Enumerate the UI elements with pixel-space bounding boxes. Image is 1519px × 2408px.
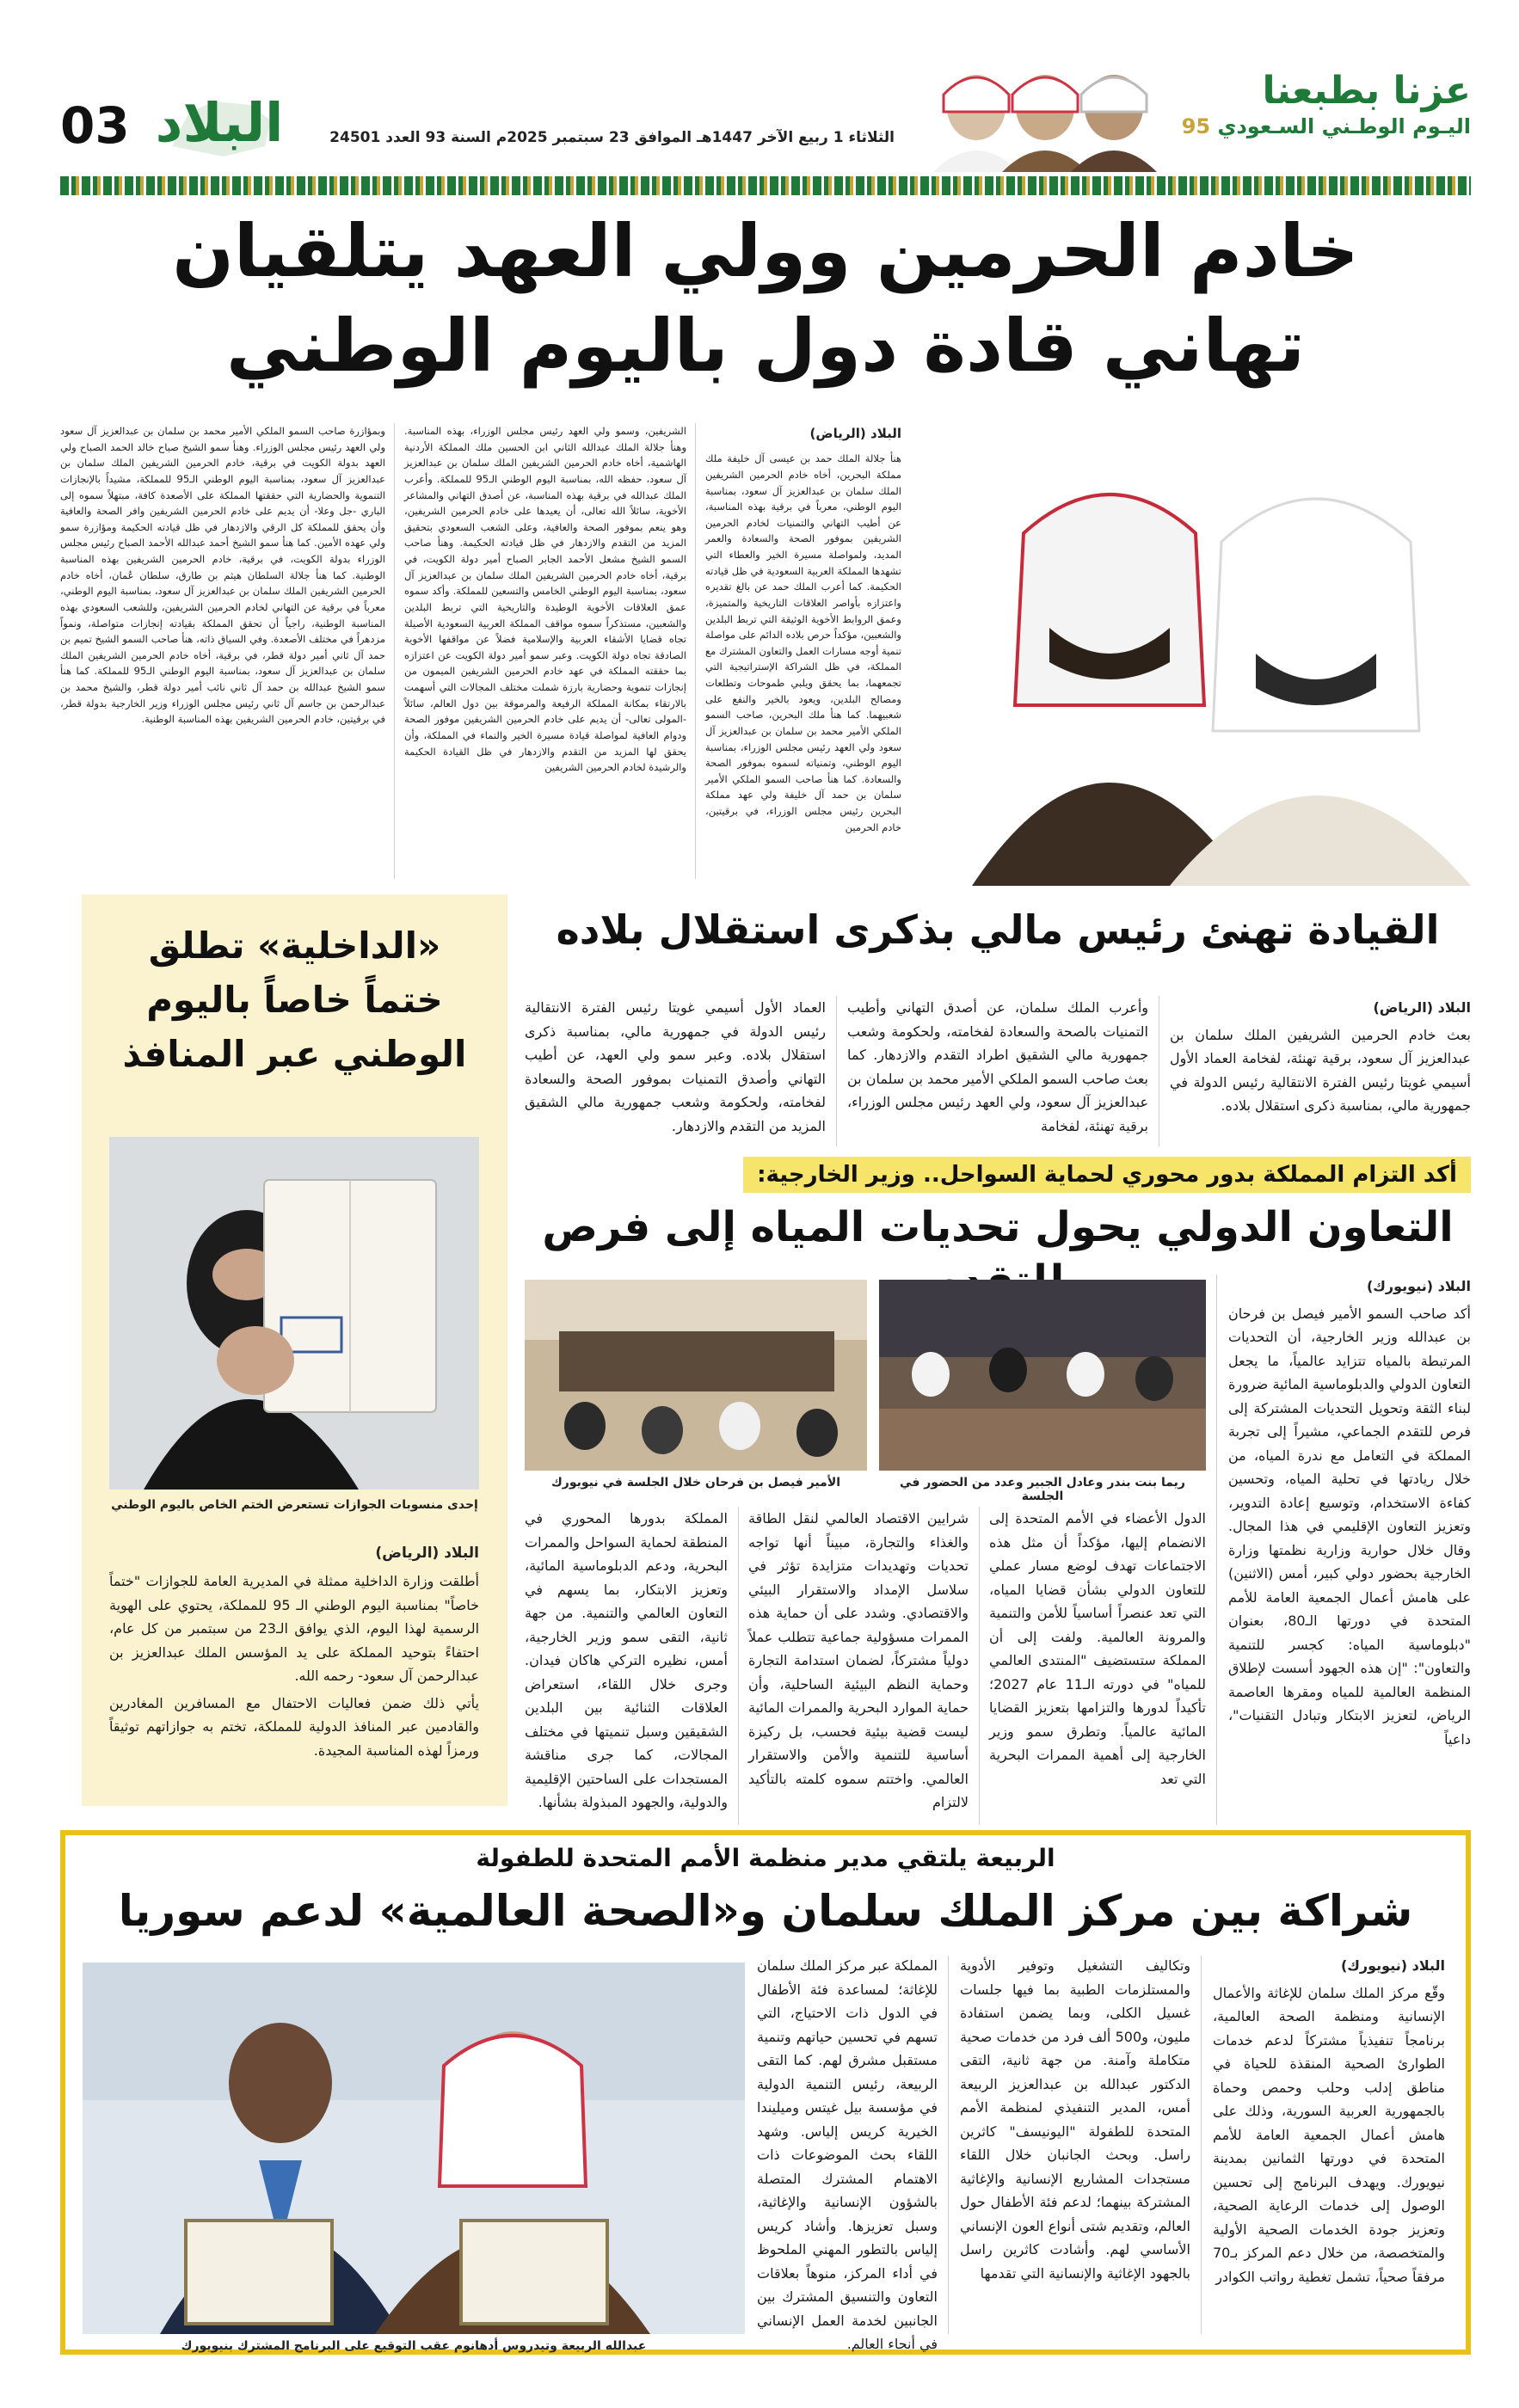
sidebar-paragraph-1: أطلقت وزارة الداخلية ممثلة في المديرية العامة للجوازات "ختماً خاصاً" بمناسبة اليوم الوطني الـ 95 للمملكة، يحتوي على الهوية الرسمية لهذا اليوم، الذي يوافق الـ23 من سبتمبر من كل عام، احتفاءً بتوحيد المملكة على يد المؤسس الملك عبدالعزيز بن عبدالرحمن آل سعود- رحمه الله.: [109, 1573, 480, 1685]
water-text-2: الدول الأعضاء في الأمم المتحدة إلى الانضمام إليها، مؤكداً أن مثل هذه الاجتماعات تهدف لوضع مسار عملي للتعاون الدولي بشأن قضايا المياه، التي تعد عنصراً أساسياً للأمن والتنمية والمرونة العالمية. ولفت إلى أن المملكة ستستضيف "المنتدى العالمي للمياه" في دورته الـ11 عام 2027؛ تأكيداً لدورها والتزامها بتعزيز القضايا المائية عالمياً. وتطرق سمو وزير الخارجية إلى أهمية الممرات البحرية التي تعد: [989, 1510, 1207, 1787]
water-column-3: [748, 1507, 969, 1818]
passport-stamp-photo: [109, 1137, 479, 1490]
lead-headline-line-2: تهاني قادة دول باليوم الوطني: [225, 304, 1305, 388]
mali-byline: البلاد (الرياض): [1373, 999, 1471, 1016]
logo-text: البلاد: [155, 91, 284, 154]
signing-photo-caption: عبدالله الربيعة وتيدروس أدهانوم عقب التوقيع على البرنامج المشترك بنيويورك: [181, 2339, 647, 2353]
water-caption-right: ريما بنت بندر وعادل الجبير وعدد من الحضور في الجلسة: [900, 1476, 1185, 1503]
sidebar-box: [82, 894, 507, 1806]
masthead-pattern-strip: [60, 176, 1471, 195]
ksrelief-box: [60, 1830, 1471, 2355]
water-session-photo-left: [525, 1280, 867, 1471]
lead-column-c: [60, 423, 385, 879]
water-text-1: أكد صاحب السمو الأمير فيصل بن فرحان بن عبدالله وزير الخارجية، أن التحديات المرتبطة بالمياه تتزايد عالمياً، ما يجعل التعاون الدولي والدبلوماسية المائية ضرورة لبناء الثقة وتحويل التحديات المشتركة إلى فرص للتقدم الجماعي، مشيراً إلى تجربة المملكة في التعامل مع ندرة المياه، من خلال ريادتها في تحلية المياه، وتحسين كفاءة الاستخدام، وتوسيع إعادة التدوير، وتعزيز التعاون الإقليمي في هذا المجال. وقال خلال حوارية وزارية نظمتها وزارة الخارجية بحضور دولي كبير، أمس (الاثنين) على هامش أعمال الجمعية العامة للأمم المتحدة في دورتها الـ80، بعنوان "دبلوماسية المياه: كجسر للتنمية والتعاون": "إن هذه الجهود أسست لإطلاق المنظمة العالمية للمياه ومقرها العاصمة الرياض، لتعزيز الابتكار وتبادل التقنيات"، داعياً: [1228, 1305, 1471, 1748]
lead-headline-line-1: خادم الحرمين وولي العهد يتلقيان: [172, 209, 1359, 293]
lead-column-a: [705, 423, 901, 879]
water-headline: التعاون الدولي يحول تحديات المياه إلى فرص: [542, 1203, 1454, 1251]
mali-headline: القيادة تهنئ رئيس مالي بذكرى استقلال بلاده: [556, 906, 1440, 953]
slogan-number: 95: [1181, 114, 1211, 138]
ksrelief-byline: البلاد (نيويورك): [1340, 1957, 1445, 1974]
lead-text-c: وبمؤازرة صاحب السمو الملكي الأمير محمد بن سلمان بن عبدالعزيز آل سعود ولي العهد رئيس مجلس الوزراء. وهنأ سمو الشيخ صباح خالد الحمد الصباح ولي العهد بدولة الكويت في برقية، خادم الحرمين الشريفين الملك سلمان بن عبدالعزيز آل سعود، بمناسبة اليوم الوطني الـ95 للمملكة، مشيداً بالإنجازات التنموية والحضارية التي حققتها المملكة على الأصعدة كافة، مبتهلاً سموه إلى الباري -جل وعلا- أن يديم على خادم الحرمين الشريفين وافر الصحة والعافية وأن يحقق للمملكة كل الرقي والازدهار في ظل قيادته الحكيمة ومؤازرة سمو ولي عهده الأمين. كما هنأ سمو الشيخ أحمد عبدالله الأحمد الصباح رئيس مجلس الوزراء بدولة الكويت، في برقية، خادم الحرمين الشريفين بهذه المناسبة الوطنية. كما هنأ جلالة السلطان هيثم بن طارق، سلطان عُمان، أخاه خادم الحرمين الشريفين الملك سلمان بن عبدالعزيز آل سعود، بمناسبة اليوم الوطني، معرباً في برقية عن التهاني لخادم الحرمين الشريفين، وللشعب السعودي بهذه المناسبة الوطنية، راجياً أن تحقق المملكة بقيادته إنجازات متواصلة، ونمواً مزدهراً في مختلف الأصعدة. وفي السياق ذاته، هنأ صاحب السمو الشيخ تميم بن حمد آل ثاني أمير دولة قطر، في برقية، أخاه خادم الحرمين الشريفين الملك سلمان بن عبدالعزيز آل سعود، بمناسبة اليوم الوطني الـ95 للمملكة. كما هنأ سمو الشيخ عبدالله بن حمد آل ثاني نائب أمير دولة قطر، والشيخ محمد بن عبدالرحمن بن جاسم آل ثاني رئيس مجلس الوزراء وزير الخارجية بدولة قطر، في برقيتين، خادم الحرمين الشريفين بهذه المناسبة الوطنية.: [60, 425, 385, 726]
portrait-1-icon: [933, 75, 1019, 172]
king-crown-prince-photo: [912, 421, 1471, 886]
hand-icon: [217, 1326, 294, 1395]
ksrelief-headline: شراكة بين مركز الملك سلمان و«الصحة العالمية» لدعم سوريا: [118, 1886, 1413, 1936]
column-divider: [738, 1507, 739, 1825]
passport-icon: [264, 1180, 436, 1412]
newspaper-logo: [155, 86, 284, 163]
slogan-main: عزنا بطبعنا: [1262, 69, 1471, 113]
water-session-photo-right: [879, 1280, 1206, 1471]
column-divider: [1201, 1956, 1202, 2334]
water-column-1: [1228, 1275, 1471, 1754]
sidebar-byline: البلاد (الرياض): [375, 1545, 479, 1562]
page-number: 03: [60, 96, 130, 155]
column-divider: [695, 423, 696, 879]
sidebar-headline: «الداخلية» تطلق ختماً خاصاً باليوم الوطني عبر المنافذ: [122, 924, 467, 1075]
dateline: الثلاثاء 1 ربيع الآخر 1447هـ الموافق 23 سبتمبر 2025م السنة 93 العدد 24501: [329, 129, 895, 146]
sidebar-paragraph-2: يأتي ذلك ضمن فعاليات الاحتفال مع المسافرين المغادرين والقادمين عبر المنافذ الدولية للمملكة، تختم به جوازاتهم توثيقاً ورمزاً لهذه المناسبة المجيدة.: [109, 1694, 479, 1759]
mali-text-2: وأعرب الملك سلمان، عن أصدق التهاني وأطيب التمنيات بالصحة والسعادة لفخامته، ولحكومة وشعب جمهورية مالي الشقيق اطراد التقدم والازدهار. كما بعث صاحب السمو الملكي الأمير محمد بن سلمان بن عبدالعزيز آل سعود، ولي العهد رئيس مجلس الوزراء، برقية تهنئة، لفخامة: [847, 999, 1148, 1134]
mali-text-3: العماد الأول أسيمي غويتا رئيس الفترة الانتقالية رئيس الدولة في جمهورية مالي، بمناسبة ذكرى استقلال بلاده. وعبر سمو ولي العهد، عن أطيب التهاني وأصدق التمنيات بموفور الصحة والسعادة لفخامته، ولحكومة وشعب جمهورية مالي الشقيق المزيد من التقدم والازدهار.: [525, 999, 826, 1134]
column-divider: [948, 1956, 949, 2334]
mali-text-1: بعث خادم الحرمين الشريفين الملك سلمان بن عبدالعزيز آل سعود، برقية تهنئة، لفخامة العماد الأول أسيمي غويتا رئيس الفترة الانتقالية رئيس الدولة في جمهورية مالي، بمناسبة ذكرى استقلال بلاده.: [1170, 1026, 1471, 1115]
water-kicker: أكد التزام المملكة بدور محوري لحماية السواحل.. وزير الخارجية:: [743, 1157, 1471, 1193]
ksrelief-text-3: المملكة عبر مركز الملك سلمان للإغاثة؛ لمساعدة فئة الأطفال في الدول ذات الاحتياج، التي تسهم في تحسين حياتهم وتنمية مستقبل مشرق لهم. كما التقى الربيعة، رئيس التنمية الدولية في مؤسسة بيل غيتس وميليندا الخيرية كريس إلياس. وشهد اللقاء بحث الموضوعات ذات الاهتمام المشترك المتصلة بالشؤون الإنسانية والإغاثية، وسبل تعزيزها. وأشاد كريس إلياس بالتطور المهني الملحوظ في أداء المركز، منوهاً بعلاقات التعاون والتنسيق المشترك بين الجانبين لخدمة العمل الإنساني في أنحاء العالم.: [757, 1957, 938, 2353]
column-divider: [979, 1507, 980, 1825]
lead-column-b: [404, 423, 686, 879]
ksrelief-text-1: وقّع مركز الملك سلمان للإغاثة والأعمال الإنسانية ومنظمة الصحة العالمية، برنامجاً تنفيذياً مشتركاً لدعم خدمات الطوارئ الصحية المنقذة للحياة في مناطق إدلب وحلب وحمص وحماة بالجمهورية العربية السورية، وذلك على هامش أعمال الجمعية العامة للأمم المتحدة في دورتها الثمانين بمدينة نيويورك. ويهدف البرنامج إلى تحسين الوصول إلى خدمات الرعاية الصحية، وتعزيز جودة الخدمات الصحية الأولية والمتخصصة، من خلال دعم المركز بـ70 مرفقاً صحياً، تشمل تغطية رواتب الكوادر: [1213, 1984, 1445, 2285]
mali-column-2: [847, 996, 1148, 1141]
mali-column-1: [1170, 996, 1471, 1121]
water-column-4: [525, 1507, 728, 1818]
ksrelief-kicker: الربيعة يلتقي مدير منظمة الأمم المتحدة للطفولة: [476, 1844, 1055, 1872]
mali-column-3: [525, 996, 826, 1141]
ksrelief-column-2: [960, 1954, 1190, 2288]
masthead: [0, 0, 1519, 198]
sidebar-article: [109, 1541, 479, 1766]
column-divider: [836, 996, 837, 1146]
water-text-4: المملكة بدورها المحوري في المنطقة لحماية السواحل والممرات البحرية، ودعم الدبلوماسية المائية، وتعزيز الابتكار، بما يسهم في التعاون العالمي والتنمية. من جهة ثانية، التقى سمو وزير الخارجية، أمس، نظيره التركي هاكان فيدان. وجرى خلال اللقاء، استعراض العلاقات الثنائية بين البلدين الشقيقين وسبل تنميتها في مختلف المجالات، كما جرى مناقشة المستجدات على الساحتين الإقليمية والدولية، والجهود المبذولة بشأنها.: [525, 1510, 728, 1811]
leaders-portraits: [925, 60, 1165, 172]
ksrelief-text-2: وتكاليف التشغيل وتوفير الأدوية والمستلزمات الطبية بما فيها جلسات غسيل الكلى، وبما يضمن استفادة مليون، و500 ألف فرد من خدمات صحية متكاملة وآمنة. من جهة ثانية، التقى الدكتور عبدالله بن عبدالعزيز الربيعة أمس، المدير التنفيذي لمنظمة الأمم المتحدة للطفولة "اليونيسف" كاثرين راسل. وبحث الجانبان خلال اللقاء مستجدات المشاريع الإنسانية والإغاثية المشتركة بينهما؛ لدعم فئة الأطفال حول العالم، وتقديم شتى أنواع العون الإنساني الأساسي لهم. وأشادت كاثرين راسل بالجهود الإغاثية والإنسانية التي تقدمها: [960, 1957, 1191, 2282]
water-byline: البلاد (نيويورك): [1366, 1278, 1471, 1294]
lead-text-b: الشريفين، وسمو ولي العهد رئيس مجلس الوزراء، بهذه المناسبة. وهنأ جلالة الملك عبدالله الثاني ابن الحسين ملك المملكة الأردنية الهاشمية، أخاه خادم الحرمين الشريفين الملك سلمان بن عبدالعزيز آل سعود، حفظه الله، بمناسبة اليوم الوطني الـ95 للمملكة. وأعرب الملك عبدالله في برقية بهذه المناسبة، عن أصدق التهاني والمشاعر الأخوية، سائلاً الله تعالى، أن يعيدها على خادم الحرمين الشريفين، وهو ينعم بموفور الصحة والعافية، وعلى الشعب السعودي بتحقيق المزيد من التقدم والازدهار في ظل قيادته الحكيمة. وهنأ صاحب السمو الشيخ مشعل الأحمد الجابر الصباح أمير دولة الكويت، في برقية، أخاه خادم الحرمين الشريفين الملك سلمان بن عبدالعزيز آل سعود، بمناسبة اليوم الوطني الخامس والتسعين للمملكة. وأكد سموه عمق العلاقات الأخوية الوطيدة والتاريخية التي تربط البلدين والشعبين، مستذكراً سموه مواقف المملكة العربية السعودية الأصيلة تجاه قضايا الأشقاء العربية والإسلامية فضلاً عن مواقفها الأخوية الصادقة تجاه دولة الكويت. وعبر سمو أمير دولة الكويت عن اعتزازه بما حققته المملكة في عهد خادم الحرمين الشريفين الميمون من إنجازات تنموية وحضارية بارزة شملت مختلف المجالات التي أسهمت بالارتقاء بمكانة المملكة الرفيعة والمرموقة بين دول العالم، سائلاً -المولى تعالى- أن يديم على خادم الحرمين الشريفين موفور الصحة ودوام العافية لمواصلة قيادة مسيرة الخير والنماء في المملكة، وأن يحقق لها المزيد من التقدم والازدهار في ظل القيادة الحكيمة والرشيدة لخادم الحرمين الشريفين: [404, 425, 687, 774]
slogan-block: [1178, 69, 1471, 163]
water-column-2: [989, 1507, 1206, 1794]
portrait-3-icon: [1071, 75, 1157, 172]
document-folder-icon: [461, 2221, 607, 2324]
lead-byline: البلاد (الرياض): [809, 426, 901, 441]
column-divider: [1216, 1275, 1217, 1825]
portrait-2-icon: [1002, 75, 1088, 172]
signing-photo: [83, 1963, 745, 2334]
ksrelief-column-1: [1213, 1954, 1445, 2292]
lead-text-a: هنأ جلالة الملك حمد بن عيسى آل خليفة ملك مملكة البحرين، أخاه خادم الحرمين الشريفين الملك سلمان بن عبدالعزيز آل سعود، بمناسبة اليوم الوطني، معرباً في برقية بهذه المناسبة، عن أطيب التهاني والتمنيات لخادم الحرمين الشريفين بموفور الصحة والسعادة والعمر المديد، ولمواصلة مسيرة الخير والعطاء التي تشهدها المملكة العربية السعودية في ظل قيادته الحكيمة. كما أعرب الملك حمد عن بالغ تقديره واعتزازه بأواصر العلاقات التاريخية والمتميزة، وعمق الروابط الأخوية الوثيقة التي تربط البلدين والشعبين، مؤكداً حرص بلاده الدائم على مواصلة تنمية أوجه مسارات العمل والتعاون المشترك مع المملكة، في ظل الشراكة الإستراتيجية التي تجمعهما، بما يحقق ويلبي طموحات وتطلعات ومصالح البلدين، ويعود بالخير والنفع على شعبيهما. كما هنأ ملك البحرين، صاحب السمو الملكي الأمير محمد بن سلمان بن عبدالعزيز آل سعود ولي العهد رئيس مجلس الوزراء، بمناسبة اليوم الوطني، وتمنياته لسموه بموفور الصحة والسعادة. كما هنأ صاحب السمو الملكي الأمير سلمان بن حمد آل خليفة ولي عهد مملكة البحرين رئيس مجلس الوزراء، في برقيتين، خادم الحرمين: [705, 452, 901, 833]
water-text-3: شرايين الاقتصاد العالمي لنقل الطاقة والغذاء والتجارة، مبيناً أنها تواجه تحديات وتهديدات متزايدة تؤثر في سلاسل الإمداد والاستقرار البيئي والاقتصادي. وشدد على أن حماية هذه الممرات مسؤولية جماعية تتطلب عملاً دولياً مشتركاً، لضمان استدامة التجارة وحماية النظم البيئية الساحلية، وأن حماية الموارد البحرية والممرات المائية ليست قضية بيئية فحسب، بل ركيزة أساسية للتنمية والأمن والاستقرار العالمي. واختتم سموه كلمته بالتأكيد لالتزام: [748, 1510, 969, 1811]
sidebar-photo-caption: إحدى منسوبات الجوازات تستعرض الختم الخاص باليوم الوطني: [111, 1498, 478, 1512]
document-folder-icon: [186, 2221, 332, 2324]
ksrelief-column-3: [757, 1954, 938, 2360]
column-divider: [394, 423, 395, 879]
water-caption-left: الأمير فيصل بن فرحان خلال الجلسة في نيويورك: [550, 1476, 841, 1490]
slogan-sub: اليـوم الوطـني السـعودي: [1217, 114, 1471, 138]
